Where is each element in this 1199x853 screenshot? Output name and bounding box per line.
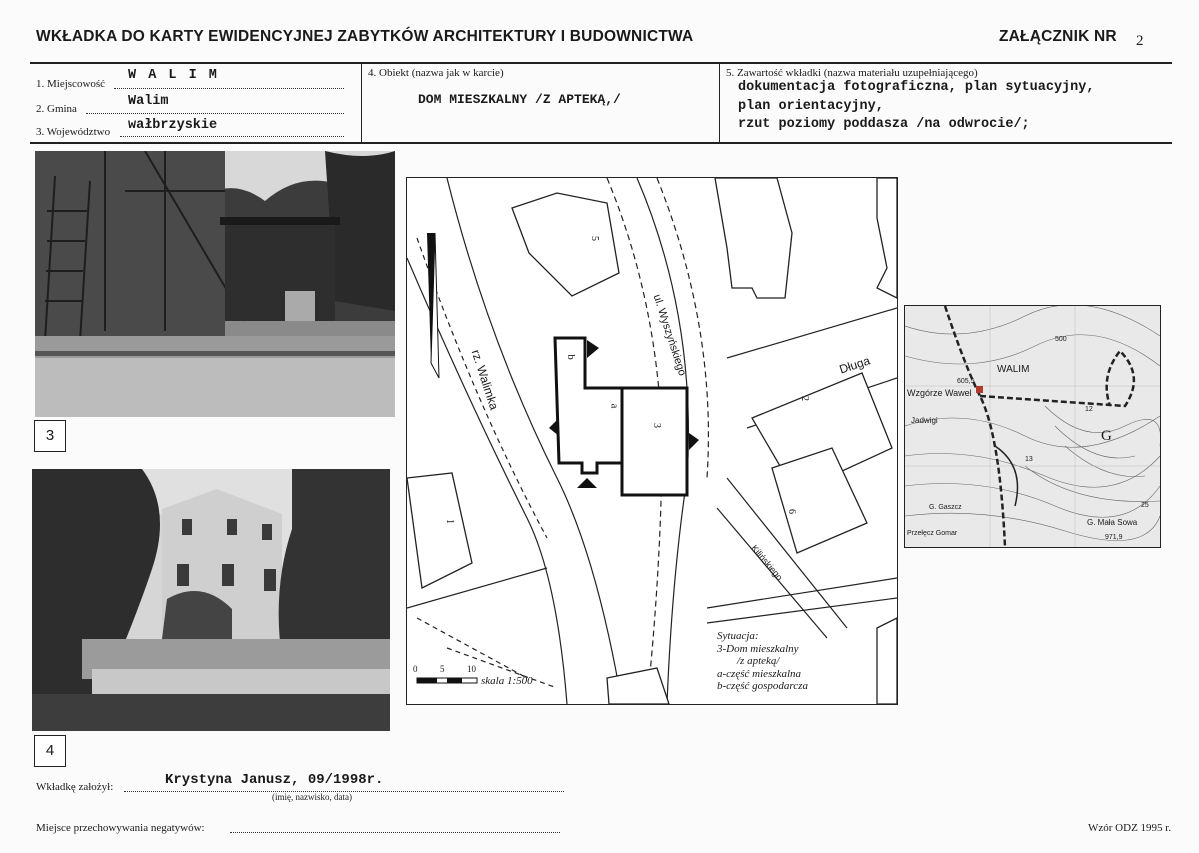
map-label-12: 12 (1085, 406, 1093, 413)
building-number-5: 5 (589, 236, 600, 241)
building-number-3: 3 (651, 423, 662, 428)
zawartosc-label: 5. Zawartość wkładki (nazwa materiału uzupełniającego) (726, 67, 978, 79)
map-label-g: G (1101, 428, 1112, 444)
wojewodztwo-label: 3. Województwo (36, 126, 111, 138)
obiekt-label: 4. Obiekt (nazwa jak w karcie) (368, 67, 504, 79)
building-number-2: 2 (799, 396, 810, 401)
map-label-gaszcz: G. Gaszcz (929, 504, 962, 511)
document-title: WKŁADKA DO KARTY EWIDENCYJNEJ ZABYTKÓW ARCHITEKTURY I BUDOWNICTWA (36, 28, 694, 45)
building-number-1: 1 (444, 519, 455, 524)
negatives-label: Miejsce przechowywania negatywów: (36, 822, 205, 834)
street-dluga: Długa (837, 353, 872, 377)
photo-4 (32, 469, 390, 731)
legend-title: Sytuacja: (717, 630, 759, 642)
building-number-6: 6 (786, 509, 797, 514)
fields-divider-2 (719, 63, 720, 143)
map-label-przelecz: Przełęcz Gomar (907, 530, 958, 537)
author-hint: (imię, nazwisko, data) (272, 792, 352, 802)
gmina-label: 2. Gmina (36, 103, 77, 115)
site-legend (717, 630, 808, 693)
map-label-wzgorze: Wzgórze Wawel (907, 388, 972, 398)
gmina-value: Walim (128, 94, 169, 109)
miejscowosc-value: W A L I M (128, 68, 219, 83)
river-walimka: rz. Walimka (468, 348, 502, 412)
map-label-walim: WALIM (997, 364, 1030, 375)
obiekt-value: DOM MIESZKALNY /Z APTEKĄ,/ (418, 92, 621, 107)
fields-divider-1 (361, 63, 362, 143)
fields-bottom-rule (30, 142, 1172, 144)
part-a-label: a (608, 403, 621, 409)
legend-item-3-sub: /z apteką/ (737, 655, 780, 667)
legend-item-b: b-część gospodarcza (717, 680, 808, 692)
zawartosc-line-1: dokumentacja fotograficzna, plan sytuacyjny, (738, 80, 1095, 95)
wojewodztwo-dots (120, 136, 344, 137)
miejscowosc-dots (114, 88, 344, 89)
scale-label: skala 1:500 (481, 675, 533, 687)
street-wyszynskiego: ul. Wyszyńskiego (650, 293, 689, 378)
orientation-map (904, 305, 1161, 548)
attachment-label: ZAŁĄCZNIK NR (999, 28, 1117, 45)
attachment-number: 2 (1136, 33, 1144, 49)
map-label-mala-sowa: G. Mała Sowa (1087, 518, 1138, 527)
map-label-25: 25 (1141, 502, 1149, 509)
zawartosc-line-3: rzut poziomy poddasza /na odwrocie/; (738, 117, 1030, 132)
author-label: Wkładkę założył: (36, 781, 114, 793)
map-label-13: 13 (1025, 456, 1033, 463)
header-rule (30, 62, 1172, 64)
map-label-jadwigi: Jadwigi (911, 416, 938, 425)
map-label-elevation-971: 971,9 (1105, 534, 1123, 541)
scale-tick-5: 5 (440, 664, 445, 674)
site-plan (406, 177, 898, 705)
photo-3 (35, 151, 395, 417)
miejscowosc-label: 1. Miejscowość (36, 78, 106, 90)
map-label-500: 500 (1055, 336, 1067, 343)
zawartosc-line-2: plan orientacyjny, (738, 99, 884, 114)
photo-4-number: 4 (34, 735, 66, 767)
scale-tick-0: 0 (413, 664, 418, 674)
street-kilinskiego: Kilińskiego (749, 543, 785, 583)
author-value: Krystyna Janusz, 09/1998r. (165, 772, 384, 788)
template-version: Wzór ODZ 1995 r. (1088, 822, 1172, 834)
part-b-label: b (564, 354, 577, 360)
legend-item-3: 3-Dom mieszkalny (717, 642, 799, 655)
photo-3-number: 3 (34, 420, 66, 452)
scale-tick-10: 10 (467, 664, 476, 674)
negatives-dots (230, 832, 560, 833)
gmina-dots (86, 113, 344, 114)
wojewodztwo-value: wałbrzyskie (128, 118, 218, 133)
map-label-elevation-605: 605,5 (957, 378, 975, 385)
legend-item-a: a-część mieszkalna (717, 667, 802, 680)
